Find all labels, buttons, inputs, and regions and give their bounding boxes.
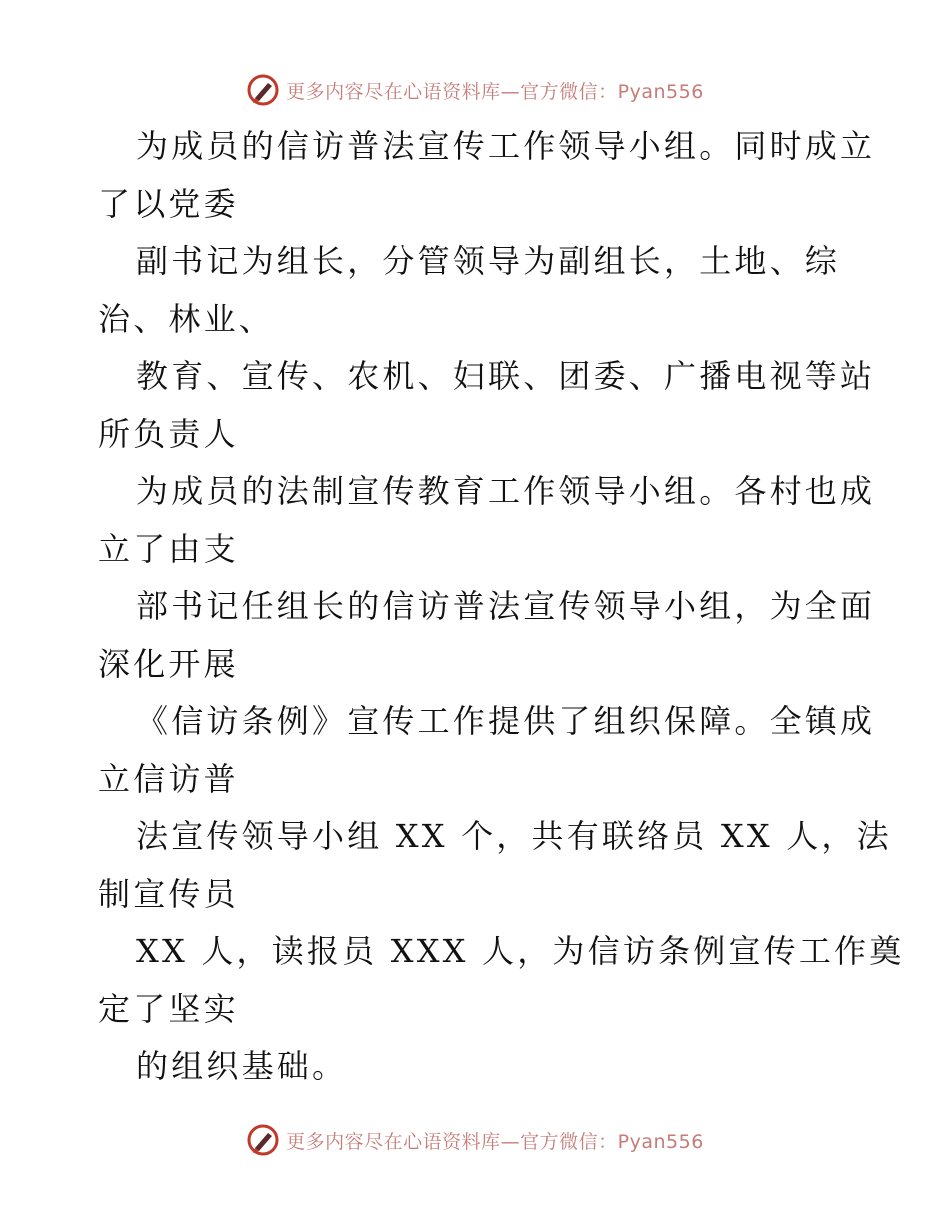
footer-banner [0,1120,950,1160]
text-line: 副书记为组长，分管领导为副组长，土地、综 [136,242,841,280]
footer-banner-text: 更多内容尽在心语资料库—官方微信：Pyan556 [286,1130,704,1153]
text-line: 立信访普 [98,759,239,798]
pen-logo-icon [246,73,280,107]
text-line: 法宣传领导小组 XX 个，共有联络员 XX 人，法 [136,817,892,855]
text-line: 定了坚实 [98,989,239,1028]
text-line: 制宣传员 [98,874,239,913]
text-line: 的组织基础。 [136,1047,348,1085]
text-line: 立了由支 [98,529,239,568]
text-line: 深化开展 [98,644,239,683]
text-line: 《信访条例》宣传工作提供了组织保障。全镇成 [136,702,876,740]
header-banner-text: 更多内容尽在心语资料库—官方微信：Pyan556 [286,80,704,103]
text-line: 为成员的信访普法宣传工作领导小组。同时成立 [136,127,876,165]
header-banner [0,70,950,110]
text-line: 教育、宣传、农机、妇联、团委、广播电视等站 [136,357,876,395]
text-line: XX 人，读报员 XXX 人，为信访条例宣传工作奠 [136,932,905,970]
text-line: 所负责人 [98,414,239,453]
document-body [98,118,905,1096]
text-line: 治、林业、 [98,299,275,338]
text-line: 了以党委 [98,184,239,223]
text-line: 为成员的法制宣传教育工作领导小组。各村也成 [136,472,876,510]
text-line: 部书记任组长的信访普法宣传领导小组，为全面 [136,587,876,625]
pen-logo-icon [246,1123,280,1157]
